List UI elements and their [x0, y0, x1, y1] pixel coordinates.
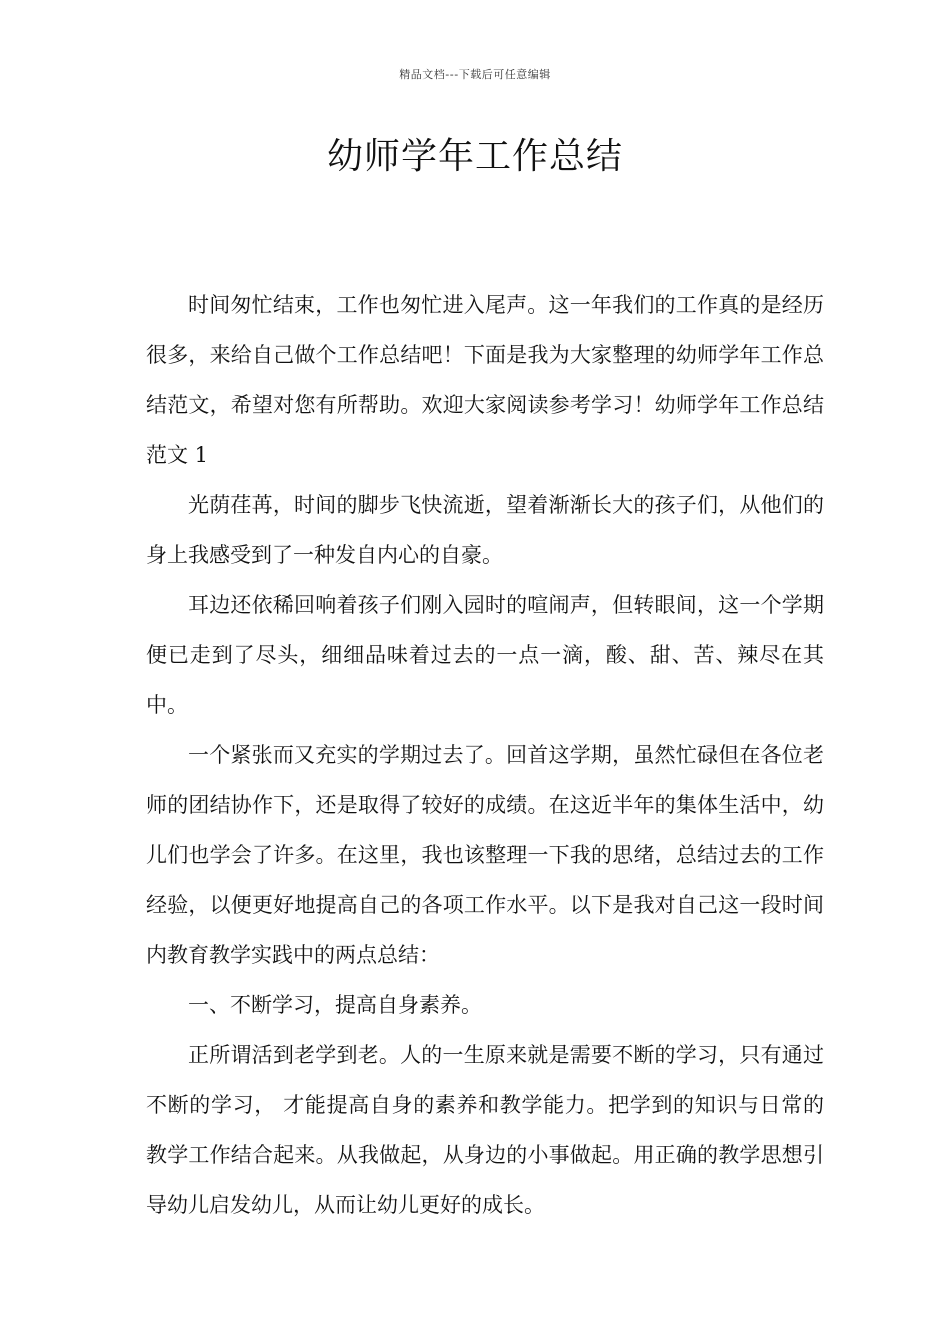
paragraph-intro: 时间匆忙结束，工作也匆忙进入尾声。这一年我们的工作真的是经历很多，来给自己做个工作总结吧！下面是我为大家整理的幼师学年工作总结范文，希望对您有所帮助。欢迎大家阅读参考学习！幼师学年工作总结范文 1 [146, 293, 824, 467]
section-heading-learning: 一、不断学习，提高自身素养。 [188, 993, 482, 1017]
paragraph-semester-review: 一个紧张而又充实的学期过去了。回首这学期，虽然忙碌但在各位老师的团结协作下，还是取得了较好的成绩。在这近半年的集体生活中，幼儿们也学会了许多。在这里，我也该整理一下我的思绪，总结过去的工作经验，以便更好地提高自己的各项工作水平。以下是我对自己这一段时间内教育教学实践中的两点总结： [146, 743, 824, 967]
paragraph-semester-end: 耳边还依稀回响着孩子们刚入园时的喧闹声，但转眼间，这一个学期便已走到了尽头，细细品味着过去的一点一滴，酸、甜、苦、辣尽在其中。 [146, 593, 824, 717]
paragraph-learning: 正所谓活到老学到老。人的一生原来就是需要不断的学习，只有通过不断的学习， 才能提高自身的素养和教学能力。把学到的知识与日常的教学工作结合起来。从我做起，从身边的小事做起。用正确的教学思想引导幼儿启发幼儿，从而让幼儿更好的成长。 [146, 1043, 824, 1217]
header-note: 精品文档---下载后可任意编辑 [399, 68, 551, 81]
document-body [146, 280, 824, 1230]
paragraph-time-flies: 光荫荏苒，时间的脚步飞快流逝，望着渐渐长大的孩子们，从他们的身上我感受到了一种发自内心的自豪。 [146, 493, 824, 567]
document-title: 幼师学年工作总结 [326, 136, 623, 177]
